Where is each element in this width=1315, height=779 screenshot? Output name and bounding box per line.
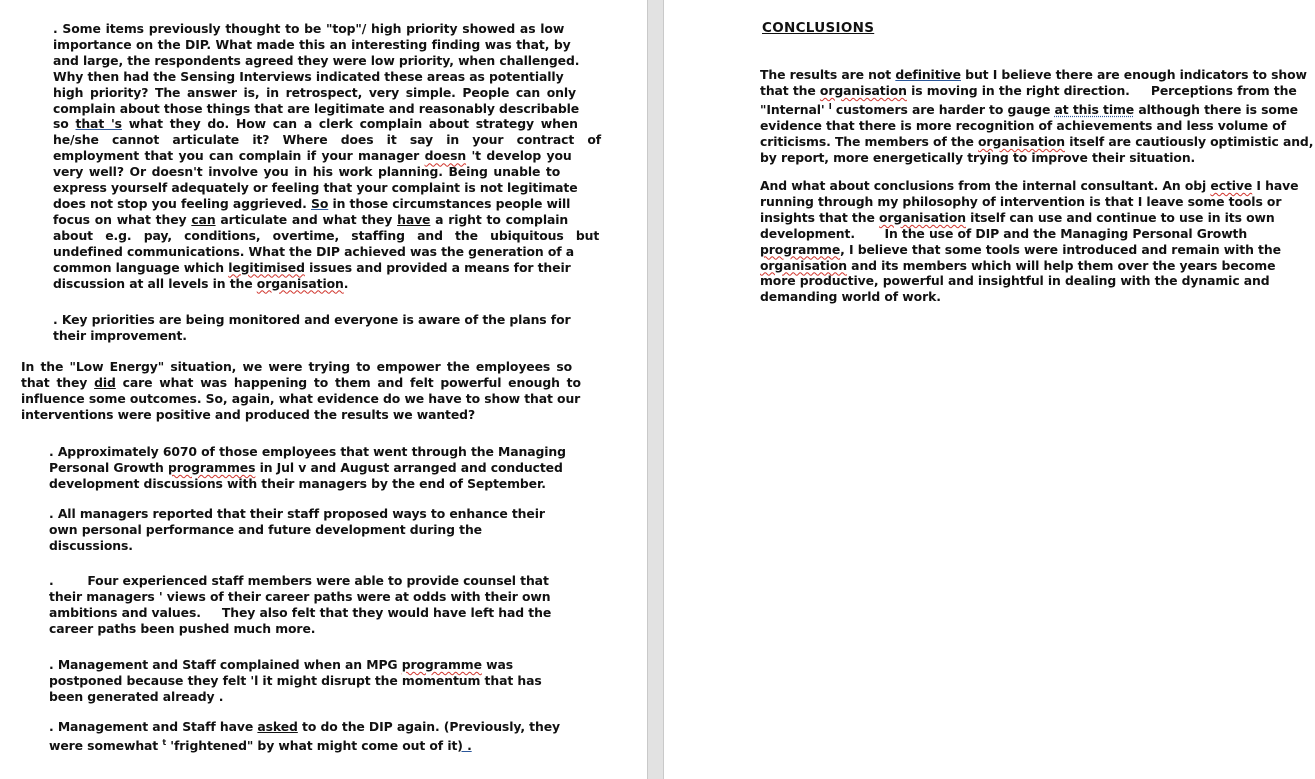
text-run: to do the DIP again. (Previously, they — [297, 719, 561, 734]
text-run: itself can use and continue to use in its own — [965, 209, 1275, 225]
text-line: by report, more energetically trying to improve their situation. — [760, 149, 1196, 165]
paragraph-key-priorities — [53, 312, 571, 344]
text-line — [760, 83, 1300, 99]
section-heading-conclusions: CONCLUSIONS — [762, 20, 875, 36]
grammar-flag[interactable]: So — [311, 195, 329, 211]
text-line — [760, 133, 1314, 150]
document-page-left — [0, 0, 647, 779]
paragraph-low-energy — [21, 359, 581, 423]
paragraph-experienced-staff — [49, 573, 554, 637]
text-line — [760, 67, 1307, 83]
text-line: . Approximately 6070 of those employees that went through the Managing — [49, 444, 566, 459]
text-line: express yourself adequately or feeling that your complaint is not legitimate — [53, 180, 578, 196]
superscript-mark: t — [162, 737, 167, 747]
spelling-flag[interactable]: doesn — [424, 148, 467, 164]
text-line: development. In the use of DIP and the Managing Personal Growth — [760, 225, 1248, 241]
text-line — [53, 259, 571, 276]
grammar-flag[interactable]: ) . — [457, 738, 472, 754]
text-run: Personal Growth — [49, 459, 168, 475]
text-line — [760, 258, 1300, 274]
text-line: ambitions and values. They also felt that they would have left had the — [49, 604, 552, 620]
text-run: "Internal' — [760, 101, 829, 117]
text-line: running through my philosophy of intervention is that I leave some tools or — [760, 193, 1282, 209]
text-line: and large, the respondents agreed they were low priority, when challenged. — [53, 52, 580, 68]
page-gutter — [647, 0, 664, 779]
text-run: does not stop you feeling aggrieved. — [53, 195, 311, 211]
text-line: . Key priorities are being monitored and everyone is aware of the plans for — [53, 312, 571, 327]
text-line: their managers ' views of their career paths were at odds with their own — [49, 588, 551, 604]
text-run: discussion at all levels in the — [53, 275, 257, 291]
text-run: 'frightened" by what might come out of it — [166, 738, 458, 754]
text-run: but I believe there are enough indicators to show — [960, 67, 1307, 82]
text-line: about e.g. pay, conditions, overtime, staffing and the ubiquitous but — [53, 227, 600, 243]
text-line — [53, 116, 578, 132]
text-line — [49, 459, 563, 476]
spelling-flag[interactable]: organisation — [978, 133, 1065, 149]
underlined-word: have — [397, 211, 431, 227]
text-line: demanding world of work. — [760, 289, 941, 305]
text-run: what they do. How can a clerk complain about strategy when — [121, 116, 578, 132]
text-run: , I believe that some tools were introduced and remain with the — [840, 241, 1281, 257]
text-line — [49, 719, 561, 735]
text-line: their improvement. — [53, 327, 187, 343]
text-line — [760, 210, 1300, 226]
text-line: . Four experienced staff members were able to provide counsel that — [49, 573, 549, 588]
text-line — [760, 242, 1300, 258]
text-line: discussions. — [49, 537, 133, 553]
text-line: evidence that there is more recognition of achievements and less volume of — [760, 117, 1287, 133]
underlined-word: did — [94, 374, 116, 390]
grammar-flag[interactable]: that 's — [75, 116, 122, 132]
text-line — [760, 99, 1300, 118]
superscript-mark: I — [828, 101, 832, 111]
text-line: development discussions with their managers by the end of September. — [49, 475, 546, 491]
text-line — [49, 735, 554, 754]
text-run: although there is some — [1134, 101, 1298, 117]
text-line: own personal performance and future development during the — [49, 521, 482, 537]
text-run: . Management and Staff have — [49, 719, 258, 734]
spelling-flag[interactable]: ective — [1210, 178, 1253, 193]
underlined-word: asked — [257, 719, 298, 734]
text-line — [53, 211, 569, 228]
text-run: focus on what they — [53, 211, 192, 227]
text-line: Why then had the Sensing Interviews indicated these areas as potentially — [53, 68, 564, 84]
text-run: customers are harder to gauge — [831, 101, 1055, 117]
text-line — [21, 374, 581, 391]
grammar-flag[interactable]: definitive — [895, 67, 961, 82]
text-line: In the "Low Energy" situation, we were trying to empower the employees so — [21, 359, 573, 374]
text-line — [49, 657, 554, 673]
spelling-flag[interactable]: organisation — [760, 257, 847, 273]
spelling-flag[interactable]: organisation — [256, 275, 344, 291]
text-run: criticisms. The members of the — [760, 133, 979, 149]
paragraph-priorities-finding — [53, 21, 602, 291]
text-run: insights that the — [760, 209, 879, 225]
text-run: . Management and Staff complained when an MPG — [49, 657, 402, 672]
text-line: importance on the DIP. What made this an interesting finding was that, by — [53, 36, 571, 52]
text-line — [53, 195, 571, 212]
text-run: employment that you can complain if your manager — [53, 148, 425, 164]
spelling-flag[interactable]: organisation — [819, 82, 907, 98]
grammar-flag[interactable]: at this time — [1054, 101, 1135, 117]
text-line: influence some outcomes. So, again, what evidence do we have to show that our — [21, 390, 581, 406]
text-line: . Some items previously thought to be "top"/ high priority showed as low — [53, 21, 565, 36]
text-line: postponed because they felt 'l it might disrupt the momentum that has — [49, 672, 542, 688]
text-line: more productive, powerful and insightful in dealing with the dynamic and — [760, 273, 1270, 289]
text-run: And what about conclusions from the internal consultant. An obj — [760, 178, 1211, 193]
text-line: been generated already . — [49, 688, 224, 704]
text-line: . All managers reported that their staff proposed ways to enhance their — [49, 506, 545, 521]
text-line: interventions were positive and produced the results we wanted? — [21, 406, 476, 422]
text-run: I have — [1252, 178, 1299, 193]
text-run: is moving in the right direction. Perceptions from the — [906, 82, 1297, 98]
text-run: a right to complain — [430, 211, 569, 227]
spelling-flag[interactable]: organisation — [879, 209, 966, 225]
text-run: . — [343, 275, 349, 291]
text-line: high priority? The answer is, in retrospect, very simple. People can only — [53, 84, 577, 100]
text-run: in Jul v and August arranged and conducted — [255, 459, 563, 475]
text-run: common language which — [53, 259, 229, 275]
spelling-flag[interactable]: legitimised — [228, 259, 305, 275]
text-run: was — [481, 657, 513, 672]
text-line: career paths been pushed much more. — [49, 620, 316, 636]
text-run: care what was happening to them and felt powerful enough to — [115, 374, 581, 390]
text-run: issues and provided a means for their — [304, 259, 571, 275]
text-run: articulate and what they — [215, 211, 398, 227]
text-line — [760, 178, 1300, 194]
paragraph-dip-again — [49, 719, 561, 754]
paragraph-results — [760, 67, 1314, 166]
text-line — [53, 148, 572, 164]
spelling-flag[interactable]: programmes — [167, 459, 256, 475]
text-line: very well? Or doesn't involve you in his work planning. Being unable to — [53, 164, 561, 180]
paragraph-managers-reported — [49, 506, 554, 554]
underlined-word: can — [191, 211, 216, 227]
text-run: itself are cautiously optimistic and, — [1064, 133, 1314, 149]
text-run: that they — [21, 374, 95, 390]
text-run: so — [53, 116, 76, 132]
text-run: and its members which will help them over the years become — [846, 257, 1276, 273]
paragraph-mpg-discussions — [49, 444, 566, 492]
paragraph-mpg-postponed — [49, 657, 554, 705]
text-line: undefined communications. What the DIP achieved was the generation of a — [53, 243, 575, 259]
text-line: he/she cannot articulate it? Where does it say in your contract of — [53, 132, 602, 148]
text-run: were somewhat — [49, 738, 163, 754]
text-line: complain about those things that are legitimate and reasonably describable — [53, 100, 580, 116]
text-run: in those circumstances people will — [328, 195, 571, 211]
text-line — [53, 276, 556, 292]
spelling-flag[interactable]: programme — [760, 241, 841, 257]
text-run: 't develop you — [466, 148, 572, 164]
spelling-flag[interactable]: programme — [401, 657, 482, 672]
text-run: The results are not — [760, 67, 896, 82]
text-run: that the — [760, 82, 820, 98]
paragraph-internal-consultant — [760, 178, 1300, 305]
